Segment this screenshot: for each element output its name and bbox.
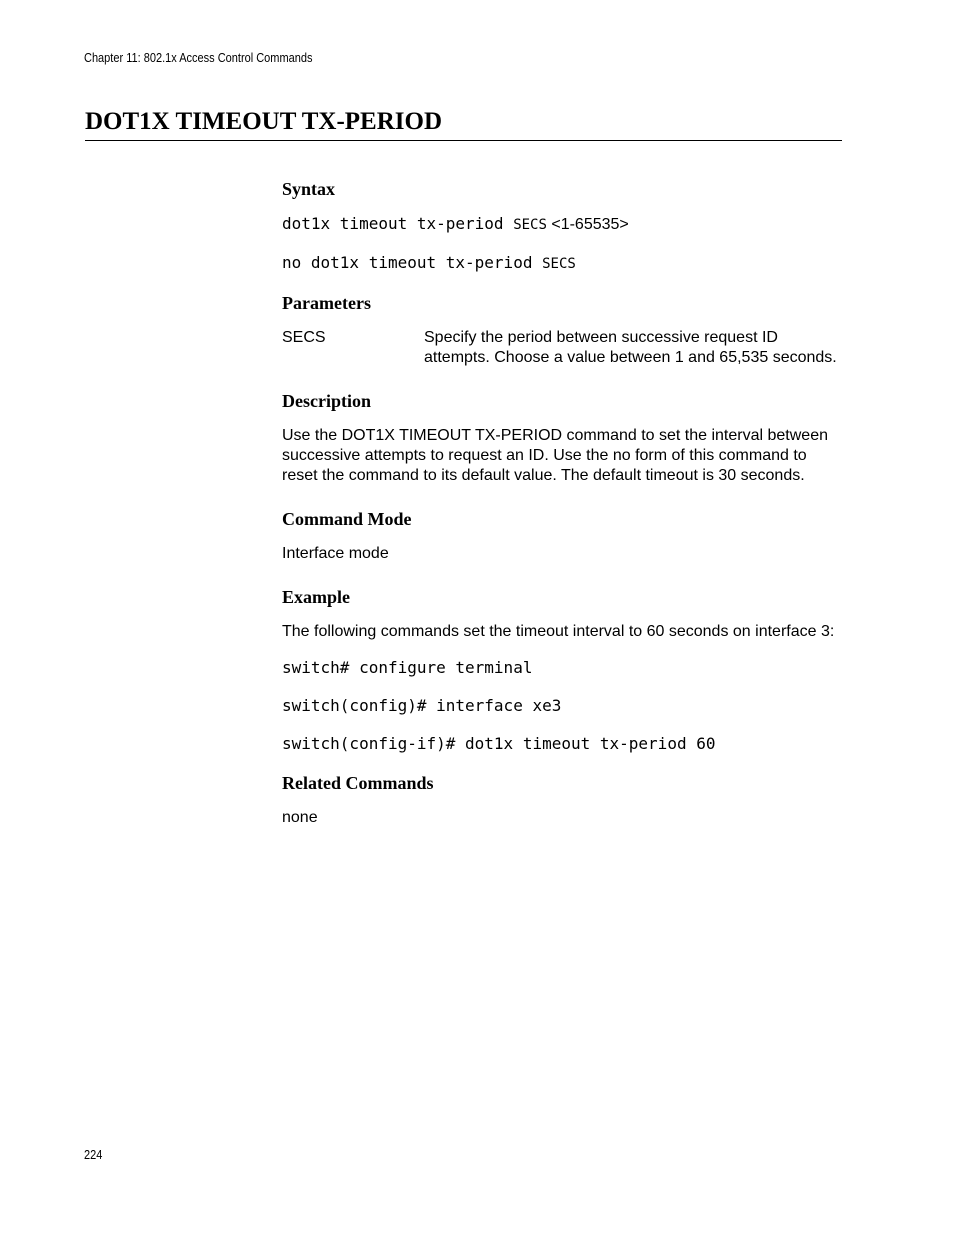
syntax-command: dot1x timeout tx-period xyxy=(282,214,514,233)
syntax-range: <1-65535> xyxy=(546,216,629,233)
page-title: DOT1X TIMEOUT TX-PERIOD xyxy=(85,107,842,141)
description-heading: Description xyxy=(282,391,371,411)
command-reference-body xyxy=(282,178,842,850)
syntax-line-set xyxy=(282,214,842,235)
description-section xyxy=(282,390,842,486)
parameter-row xyxy=(282,328,842,368)
syntax-heading: Syntax xyxy=(282,179,336,199)
syntax-no-param: SECS xyxy=(542,256,576,272)
related-commands-section xyxy=(282,772,842,828)
related-commands-text: none xyxy=(282,809,318,826)
syntax-section xyxy=(282,178,842,274)
page-number: 224 xyxy=(84,1148,103,1162)
example-heading: Example xyxy=(282,587,351,607)
example-line-1: switch# configure terminal xyxy=(282,658,533,677)
description-text: Use the DOT1X TIMEOUT TX-PERIOD command to set the interval between successive attempts to request an ID. Use the no form of this command to reset the command to its default value. The default timeout is 30 seconds. xyxy=(282,427,828,484)
example-section xyxy=(282,586,842,754)
example-intro: The following commands set the timeout interval to 60 seconds on interface 3: xyxy=(282,623,835,640)
example-line-3: switch(config-if)# dot1x timeout tx-period 60 xyxy=(282,734,716,753)
command-mode-text: Interface mode xyxy=(282,545,389,562)
syntax-param: SECS xyxy=(513,217,547,233)
syntax-line-no xyxy=(282,253,842,274)
parameters-section xyxy=(282,292,842,368)
syntax-no-command: no dot1x timeout tx-period xyxy=(282,253,543,272)
parameter-description: Specify the period between successive request ID attempts. Choose a value between 1 and 65,535 seconds. xyxy=(424,329,837,366)
command-mode-heading: Command Mode xyxy=(282,509,412,529)
running-header: Chapter 11: 802.1x Access Control Commands xyxy=(84,51,313,65)
command-mode-section xyxy=(282,508,842,564)
parameter-name: SECS xyxy=(282,329,326,346)
example-line-2: switch(config)# interface xe3 xyxy=(282,696,562,715)
parameters-heading: Parameters xyxy=(282,293,371,313)
related-commands-heading: Related Commands xyxy=(282,773,434,793)
